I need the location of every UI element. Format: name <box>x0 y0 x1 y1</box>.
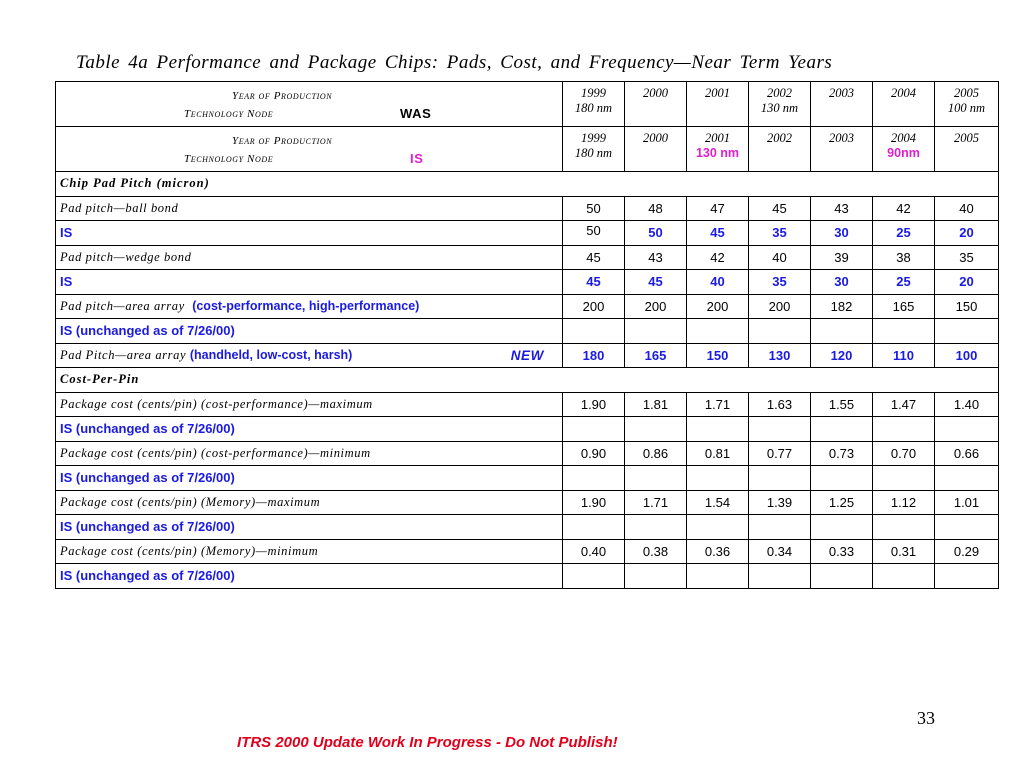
row-label: Package cost (cents/pin) (Memory)—maximum <box>56 490 563 515</box>
row-label: Pad Pitch—area array (handheld, low-cost, harsh) NEW <box>56 343 563 368</box>
value-cell <box>873 319 935 344</box>
value-cell <box>873 564 935 589</box>
value-cell <box>563 564 625 589</box>
header-label-is <box>56 127 563 172</box>
value-cell: 165 <box>873 294 935 319</box>
value-cell: 0.77 <box>749 441 811 466</box>
value-cell <box>563 417 625 442</box>
value-cell: 40 <box>935 196 999 221</box>
pads-cost-frequency-table <box>55 81 999 589</box>
value-cell <box>873 417 935 442</box>
value-cell: 0.70 <box>873 441 935 466</box>
value-cell: 45 <box>687 221 749 246</box>
value-cell: 35 <box>935 245 999 270</box>
value-cell: 1.47 <box>873 392 935 417</box>
table-row <box>56 441 999 466</box>
value-cell: 200 <box>625 294 687 319</box>
value-cell: 50 <box>625 221 687 246</box>
value-cell: 30 <box>811 221 873 246</box>
value-cell: 0.38 <box>625 539 687 564</box>
value-cell: 200 <box>563 294 625 319</box>
technology-node-label: Technology Node <box>184 108 274 120</box>
value-cell: 45 <box>749 196 811 221</box>
section-row-cost-per-pin <box>56 368 999 393</box>
value-cell: 0.33 <box>811 539 873 564</box>
value-cell: 0.66 <box>935 441 999 466</box>
value-cell <box>811 417 873 442</box>
table-row-is <box>56 466 999 491</box>
header-label-was <box>56 82 563 127</box>
year-cell: 2002 130 nm <box>749 82 811 127</box>
year-cell: 1999 180 nm <box>563 82 625 127</box>
value-cell: 200 <box>687 294 749 319</box>
table-title: Table 4a Performance and Package Chips: Pads, Cost, and Frequency—Near Term Years <box>76 52 833 73</box>
value-cell: 100 <box>935 343 999 368</box>
value-cell: 0.73 <box>811 441 873 466</box>
table-row <box>56 392 999 417</box>
was-tag: WAS <box>400 106 432 121</box>
value-cell <box>873 515 935 540</box>
value-cell <box>625 319 687 344</box>
section-title: Chip Pad Pitch (micron) <box>56 172 999 197</box>
table-row-is <box>56 515 999 540</box>
row-label: Package cost (cents/pin) (cost-performance)—minimum <box>56 441 563 466</box>
value-cell: 110 <box>873 343 935 368</box>
value-cell: 48 <box>625 196 687 221</box>
value-cell: 43 <box>811 196 873 221</box>
table-row <box>56 294 999 319</box>
value-cell: 130 <box>749 343 811 368</box>
value-cell: 1.71 <box>625 490 687 515</box>
value-cell: 1.81 <box>625 392 687 417</box>
value-cell: 45 <box>563 270 625 295</box>
is-tag: IS <box>410 151 424 166</box>
value-cell: 39 <box>811 245 873 270</box>
value-cell <box>935 417 999 442</box>
table-row-is <box>56 270 999 295</box>
value-cell <box>935 515 999 540</box>
value-cell: 0.31 <box>873 539 935 564</box>
value-cell: 35 <box>749 221 811 246</box>
value-cell: 150 <box>687 343 749 368</box>
value-cell: 25 <box>873 270 935 295</box>
value-cell: 1.39 <box>749 490 811 515</box>
value-cell <box>687 417 749 442</box>
year-cell: 2001 <box>687 82 749 127</box>
year-cell: 2002 <box>749 127 811 172</box>
section-title: Cost-Per-Pin <box>56 368 999 393</box>
value-cell: 35 <box>749 270 811 295</box>
value-cell <box>563 466 625 491</box>
row-label: IS <box>56 221 563 246</box>
value-cell <box>749 466 811 491</box>
value-cell <box>687 466 749 491</box>
row-label: IS <box>56 270 563 295</box>
table-row <box>56 539 999 564</box>
value-cell: 1.71 <box>687 392 749 417</box>
value-cell: 1.12 <box>873 490 935 515</box>
year-of-production-label: Year of Production <box>232 135 333 147</box>
value-cell <box>563 319 625 344</box>
page-number: 33 <box>917 708 935 728</box>
year-cell: 2004 <box>873 82 935 127</box>
value-cell: 0.34 <box>749 539 811 564</box>
header-row-is <box>56 127 999 172</box>
table-row-is <box>56 564 999 589</box>
year-cell: 1999 180 nm <box>563 127 625 172</box>
value-cell: 1.90 <box>563 392 625 417</box>
value-cell <box>811 319 873 344</box>
value-cell <box>625 466 687 491</box>
section-row-chip-pad-pitch <box>56 172 999 197</box>
value-cell <box>873 466 935 491</box>
value-cell <box>749 515 811 540</box>
table-row <box>56 245 999 270</box>
row-label: Package cost (cents/pin) (Memory)—minimum <box>56 539 563 564</box>
value-cell <box>935 319 999 344</box>
value-cell: 0.90 <box>563 441 625 466</box>
new-tag: NEW <box>510 347 544 363</box>
value-cell <box>811 515 873 540</box>
value-cell: 40 <box>687 270 749 295</box>
year-cell: 2000 <box>625 82 687 127</box>
value-cell: 30 <box>811 270 873 295</box>
value-cell: 20 <box>935 221 999 246</box>
row-label: Pad pitch—wedge bond <box>56 245 563 270</box>
value-cell: 47 <box>687 196 749 221</box>
table-row-is <box>56 319 999 344</box>
table-row <box>56 196 999 221</box>
value-cell: 0.81 <box>687 441 749 466</box>
value-cell: 42 <box>873 196 935 221</box>
value-cell: 45 <box>625 270 687 295</box>
row-label: IS (unchanged as of 7/26/00) <box>56 319 563 344</box>
value-cell: 20 <box>935 270 999 295</box>
value-cell: 50 <box>563 221 625 246</box>
table-row-is <box>56 417 999 442</box>
year-cell: 2003 <box>811 82 873 127</box>
value-cell: 45 <box>563 245 625 270</box>
year-cell: 2005 100 nm <box>935 82 999 127</box>
value-cell: 150 <box>935 294 999 319</box>
year-cell: 2000 <box>625 127 687 172</box>
value-cell: 1.63 <box>749 392 811 417</box>
year-cell: 2003 <box>811 127 873 172</box>
value-cell: 0.86 <box>625 441 687 466</box>
table-row-new <box>56 343 999 368</box>
value-cell: 38 <box>873 245 935 270</box>
value-cell <box>687 319 749 344</box>
row-label: Package cost (cents/pin) (cost-performance)—maximum <box>56 392 563 417</box>
year-cell: 2004 90nm <box>873 127 935 172</box>
row-label: Pad pitch—area array (cost-performance, high-performance) <box>56 294 563 319</box>
value-cell: 1.90 <box>563 490 625 515</box>
value-cell <box>749 319 811 344</box>
value-cell <box>749 417 811 442</box>
value-cell: 42 <box>687 245 749 270</box>
value-cell: 0.36 <box>687 539 749 564</box>
year-of-production-label: Year of Production <box>232 90 333 102</box>
value-cell <box>935 466 999 491</box>
value-cell <box>563 515 625 540</box>
row-label: IS (unchanged as of 7/26/00) <box>56 515 563 540</box>
value-cell <box>625 417 687 442</box>
value-cell <box>687 564 749 589</box>
table-row-is <box>56 221 999 246</box>
year-cell: 2005 <box>935 127 999 172</box>
footer-notice: ITRS 2000 Update Work In Progress - Do Not Publish! <box>237 734 618 751</box>
year-cell: 2001 130 nm <box>687 127 749 172</box>
row-label: Pad pitch—ball bond <box>56 196 563 221</box>
value-cell: 182 <box>811 294 873 319</box>
value-cell <box>811 466 873 491</box>
value-cell <box>749 564 811 589</box>
value-cell <box>935 564 999 589</box>
value-cell: 200 <box>749 294 811 319</box>
value-cell: 25 <box>873 221 935 246</box>
value-cell: 40 <box>749 245 811 270</box>
row-label: IS (unchanged as of 7/26/00) <box>56 564 563 589</box>
row-label: IS (unchanged as of 7/26/00) <box>56 417 563 442</box>
value-cell: 1.25 <box>811 490 873 515</box>
value-cell: 1.40 <box>935 392 999 417</box>
value-cell: 43 <box>625 245 687 270</box>
value-cell: 1.55 <box>811 392 873 417</box>
value-cell: 0.29 <box>935 539 999 564</box>
header-row-was <box>56 82 999 127</box>
value-cell: 1.01 <box>935 490 999 515</box>
value-cell <box>811 564 873 589</box>
technology-node-label: Technology Node <box>184 153 274 165</box>
row-label: IS (unchanged as of 7/26/00) <box>56 466 563 491</box>
value-cell <box>625 564 687 589</box>
table-row <box>56 490 999 515</box>
value-cell: 120 <box>811 343 873 368</box>
value-cell: 165 <box>625 343 687 368</box>
value-cell: 1.54 <box>687 490 749 515</box>
value-cell: 50 <box>563 196 625 221</box>
value-cell: 180 <box>563 343 625 368</box>
value-cell <box>625 515 687 540</box>
value-cell <box>687 515 749 540</box>
value-cell: 0.40 <box>563 539 625 564</box>
